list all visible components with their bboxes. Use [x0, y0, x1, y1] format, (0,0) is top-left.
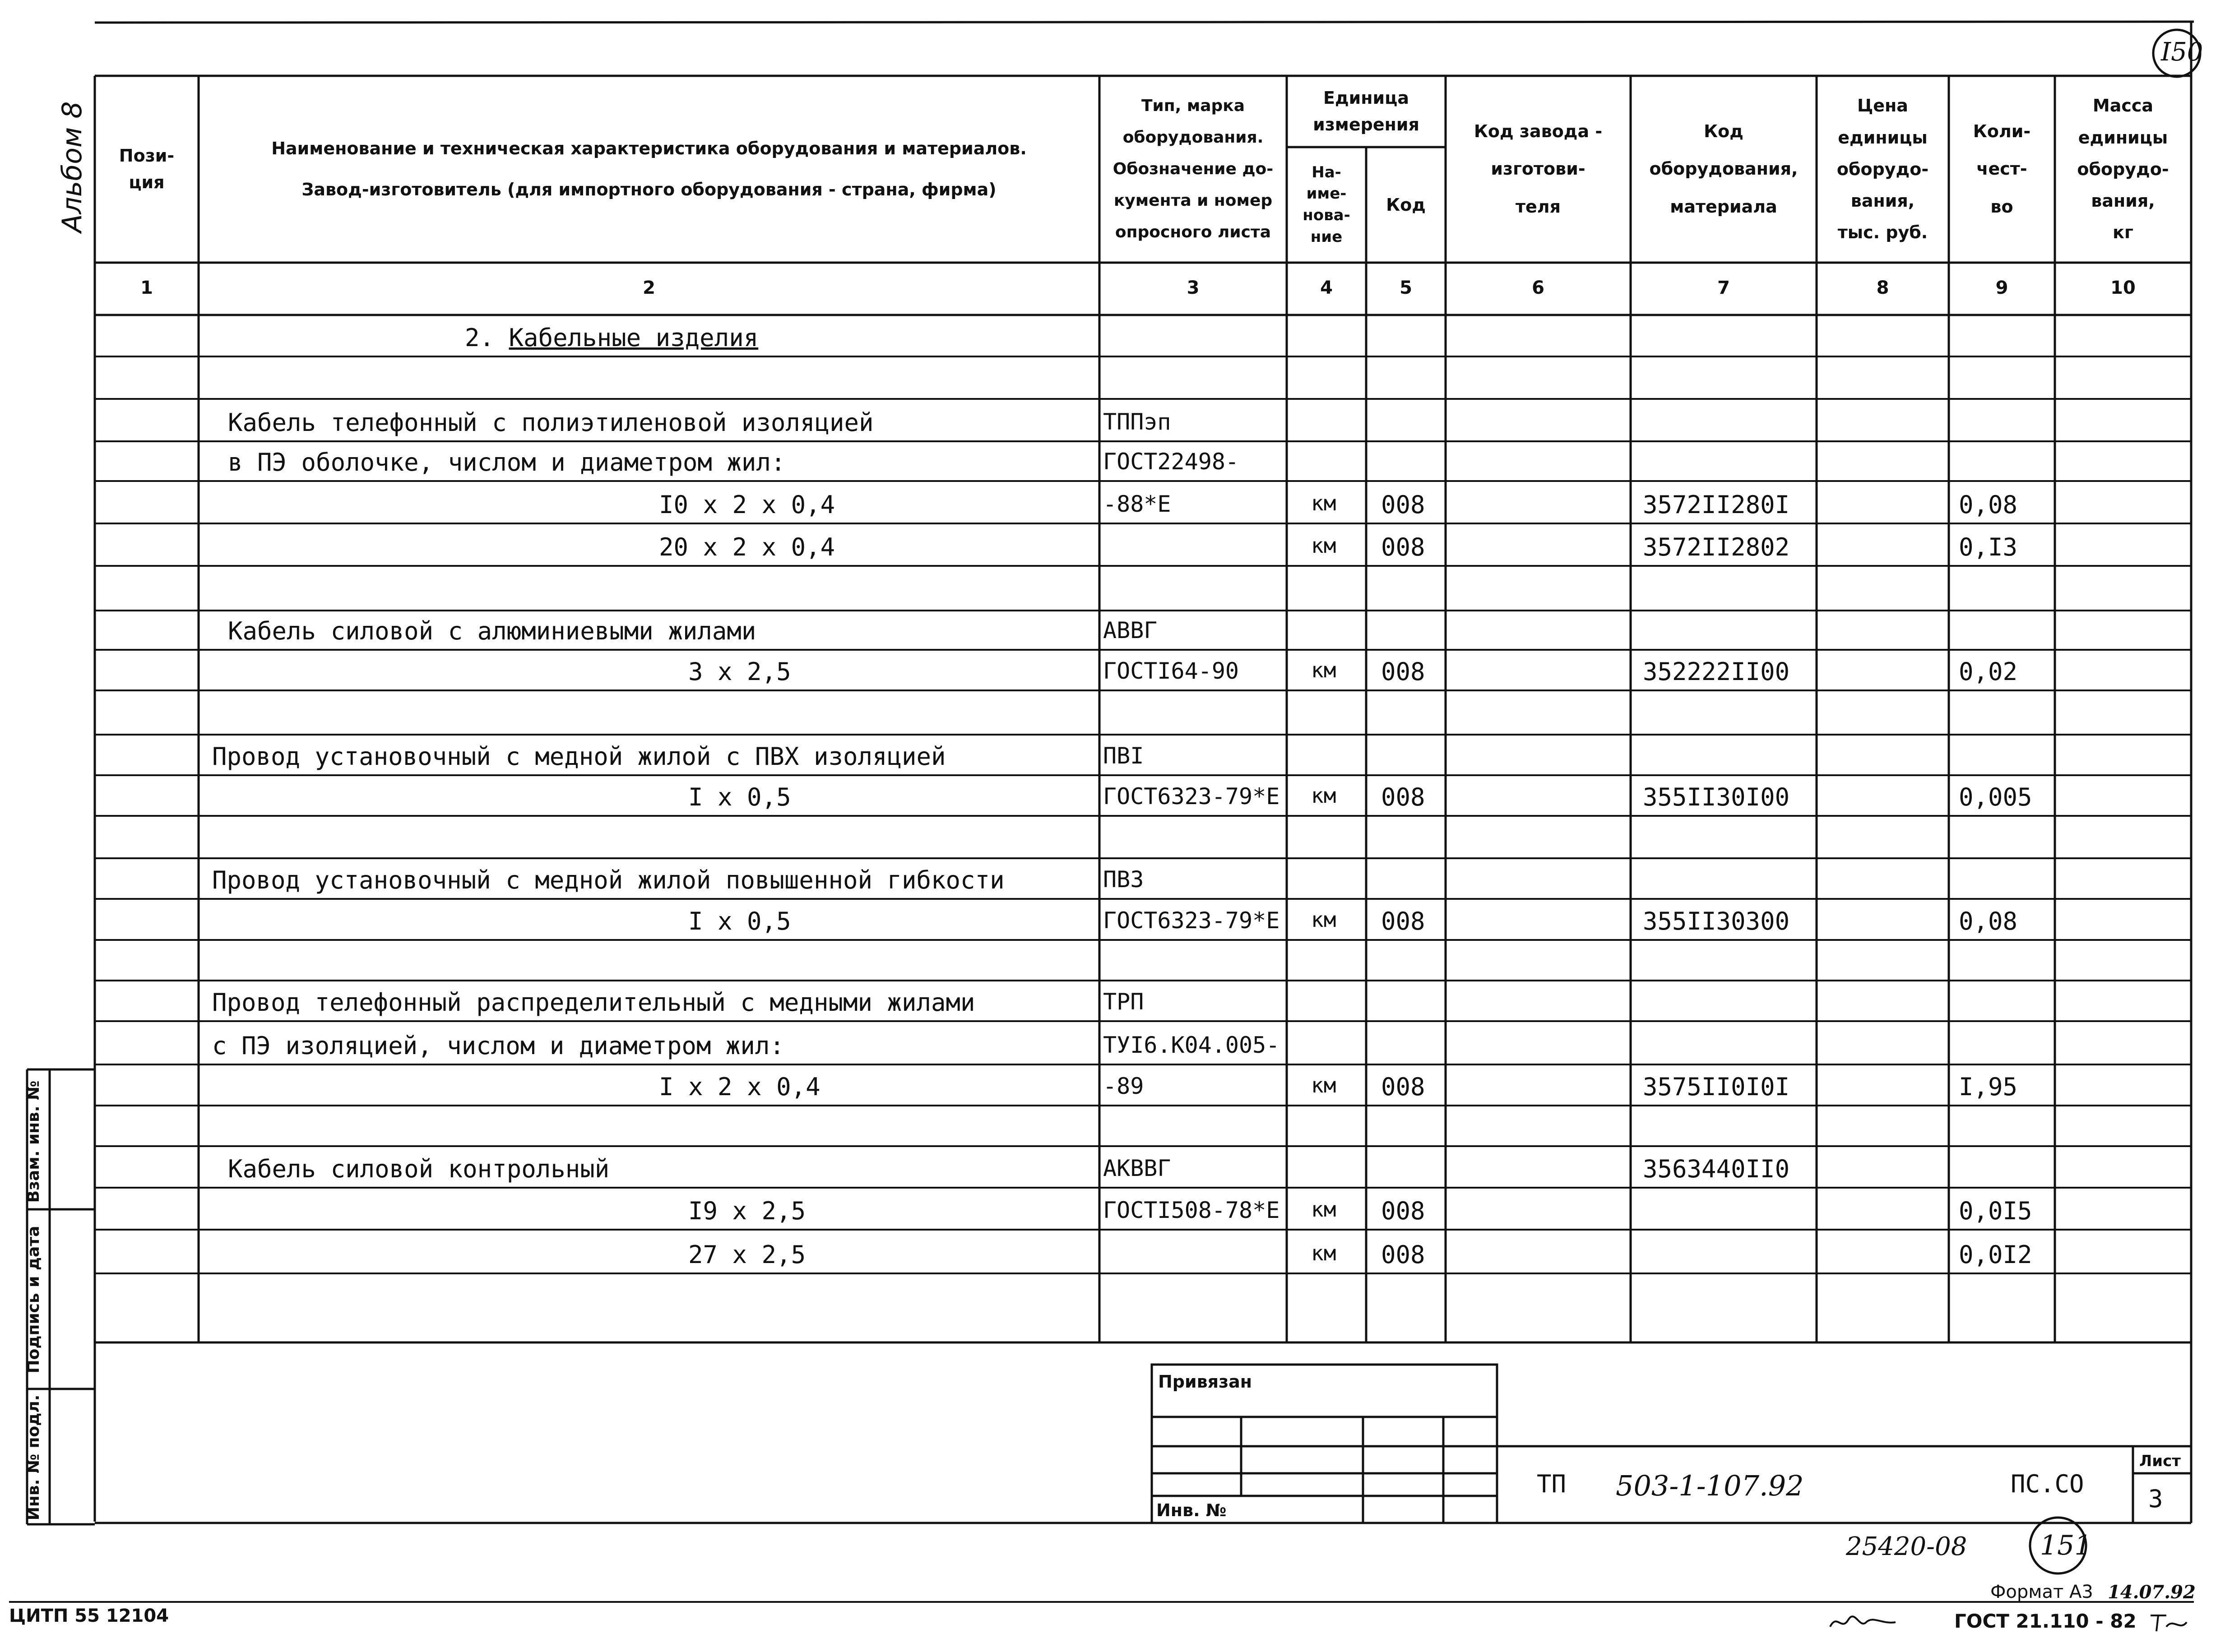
row-unit: км [1311, 783, 1336, 808]
row-unit: км [1311, 1073, 1336, 1097]
page-number-bottom: 151 [2040, 1530, 2092, 1561]
row-name: I0 x 2 x 0,4 [659, 491, 835, 519]
row-name: 3 x 2,5 [688, 657, 791, 686]
doc-code: ПС.СО [2011, 1470, 2084, 1498]
header-mass: Масса единицы оборудо- вания, кг [2077, 96, 2169, 243]
row-name: в ПЭ оболочке, числом и диаметром жил: [228, 448, 786, 477]
header-type: Тип, марка оборудования. Обозначение до- кумента и номер опросного листа [1113, 96, 1274, 242]
row-type: ГОСТ6323-79*Е [1103, 907, 1280, 934]
row-type: ТРП [1103, 989, 1144, 1015]
header-factory-code: Код завода - изготови- теля [1474, 121, 1603, 217]
row-type: ГОСТ22498- [1103, 449, 1239, 475]
row-material-code: 352222II00 [1643, 657, 1790, 686]
stamp-tp: ТП [1537, 1470, 1567, 1498]
signature-initials [2148, 1609, 2189, 1636]
row-type: АВВГ [1103, 617, 1158, 643]
column-number: 8 [1876, 278, 1889, 298]
row-name: 20 x 2 x 0,4 [659, 533, 835, 561]
row-quantity: 0,02 [1959, 657, 2018, 686]
row-quantity: 0,005 [1959, 783, 2032, 811]
header-position: Пози- ция [119, 146, 175, 192]
column-number: 6 [1532, 278, 1544, 298]
row-type: -89 [1103, 1073, 1144, 1099]
row-type: ГОСТI64-90 [1103, 658, 1239, 684]
column-number: 5 [1400, 278, 1412, 298]
header-name-line2: Завод-изготовитель (для импортного оборудования - страна, фирма) [301, 180, 997, 199]
row-unit-code: 008 [1381, 1197, 1425, 1225]
row-type: ТУI6.К04.005- [1103, 1032, 1280, 1058]
page-number-top: I50 [2161, 37, 2203, 67]
column-number: 2 [643, 278, 655, 298]
row-name: Провод установочный с медной жилой с ПВХ изоляцией [212, 742, 946, 771]
row-type: -88*Е [1103, 491, 1171, 517]
row-unit-code: 008 [1381, 1240, 1425, 1269]
row-type: ТППэп [1103, 409, 1171, 435]
footer-left-code: ЦИТП 55 12104 [9, 1606, 169, 1626]
margin-inv-podl: Инв. № подл. [24, 1394, 43, 1521]
gost-label: ГОСТ 21.110 - 82 [1954, 1610, 2137, 1632]
row-name: Кабель телефонный с полиэтиленовой изоляцией [228, 408, 874, 437]
row-unit: км [1311, 1241, 1336, 1265]
row-material-code: 3563440II0 [1643, 1155, 1790, 1183]
row-quantity: 0,0I2 [1959, 1240, 2032, 1269]
row-unit: км [1311, 907, 1336, 932]
header-name [199, 76, 1099, 263]
row-name: I9 x 2,5 [688, 1197, 806, 1225]
column-number: 10 [2110, 278, 2136, 298]
column-number: 9 [1995, 278, 2008, 298]
row-name: Кабель силовой контрольный [228, 1155, 610, 1183]
row-quantity: I,95 [1959, 1073, 2018, 1101]
signature [1828, 1609, 1900, 1636]
row-type: ГОСТI508-78*Е [1103, 1197, 1280, 1223]
row-unit: км [1311, 533, 1336, 558]
stamp-privyazan: Привязан [1158, 1372, 1252, 1392]
format-label: Формат А3 [1990, 1582, 2093, 1602]
date-label: 14.07.92 [2108, 1582, 2196, 1603]
sheet-label: Лист [2139, 1452, 2181, 1470]
header-unit-code: Код [1386, 194, 1426, 215]
row-unit: км [1311, 491, 1336, 515]
row-unit-code: 008 [1381, 783, 1425, 811]
row-name: Провод телефонный распределительный с медными жилами [212, 988, 975, 1017]
header-material-code: Код оборудования, материала [1649, 121, 1798, 217]
stamp-code: 25420-08 [1846, 1532, 1967, 1561]
row-material-code: 3575II0I0I [1643, 1073, 1790, 1101]
header-unit-name: На- име- нова- ние [1303, 163, 1350, 246]
section-title: 2. Кабельные изделия [465, 324, 759, 352]
row-quantity: 0,08 [1959, 907, 2018, 935]
row-name: Провод установочный с медной жилой повышенной гибкости [212, 866, 1005, 894]
row-name: I x 0,5 [688, 783, 791, 811]
row-name: 27 x 2,5 [688, 1240, 806, 1269]
header-name-line1: Наименование и техническая характеристика оборудования и материалов. [271, 138, 1027, 158]
row-unit: км [1311, 658, 1336, 682]
row-name: Кабель силовой с алюминиевыми жилами [228, 617, 756, 645]
header-unit-group: Единица измерения [1313, 88, 1419, 134]
row-quantity: 0,08 [1959, 491, 2018, 519]
row-name: I x 2 x 0,4 [659, 1073, 821, 1101]
row-unit-code: 008 [1381, 533, 1425, 561]
row-unit-code: 008 [1381, 907, 1425, 935]
row-name: I x 0,5 [688, 907, 791, 935]
header-quantity: Коли- чест- во [1973, 121, 2031, 217]
row-unit-code: 008 [1381, 1073, 1425, 1101]
row-material-code: 3572II280I [1643, 491, 1790, 519]
row-name: с ПЭ изоляцией, числом и диаметром жил: [212, 1032, 784, 1060]
header-price: Цена единицы оборудо- вания, тыс. руб. [1836, 96, 1929, 243]
margin-podpis: Подпись и дата [24, 1226, 43, 1374]
row-quantity: 0,0I5 [1959, 1197, 2032, 1225]
doc-number: 503-1-107.92 [1616, 1469, 1804, 1502]
column-number: 7 [1717, 278, 1730, 298]
column-number: 4 [1320, 278, 1333, 298]
row-material-code: 355II30I00 [1643, 783, 1790, 811]
row-type: ПВ3 [1103, 866, 1144, 893]
column-number: 1 [140, 278, 153, 298]
sheet-number: 3 [2148, 1485, 2163, 1513]
row-quantity: 0,I3 [1959, 533, 2018, 561]
margin-vzam: Взам. инв. № [24, 1080, 43, 1203]
row-type: ГОСТ6323-79*Е [1103, 783, 1280, 810]
row-type: АКВВГ [1103, 1155, 1171, 1181]
row-unit-code: 008 [1381, 657, 1425, 686]
row-material-code: 355II30300 [1643, 907, 1790, 935]
row-unit-code: 008 [1381, 491, 1425, 519]
album-label: Альбом 8 [56, 101, 88, 233]
row-material-code: 3572II2802 [1643, 533, 1790, 561]
stamp-inv-no: Инв. № [1156, 1500, 1227, 1520]
row-unit: км [1311, 1197, 1336, 1222]
column-number: 3 [1187, 278, 1200, 298]
row-type: ПВI [1103, 743, 1144, 769]
